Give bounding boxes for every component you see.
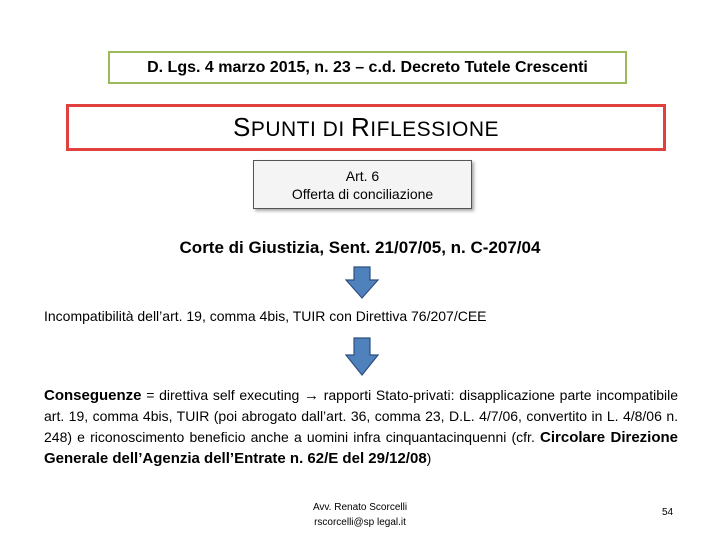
consequences-text-2: rapporti Stato-privati: disapplicazione parte incompatibile art. 19, comma 4bis, TUIR (poi abrogato dall’art. 36, comma 23, D.L. 4/7/06, convertito in L. 4/8/06 n. 248) e riconoscimento beneficio anche a uomini infra cinquantacinquenni (cfr. [44,387,678,445]
title-cap-1: S [233,112,251,142]
consequences-label: Conseguenze [44,387,142,404]
slide-title-box [66,104,666,151]
title-cap-2: R [351,112,371,142]
footer-author [290,500,430,530]
right-arrow-icon: → [304,387,320,404]
law-header-box [108,51,627,84]
down-arrow-icon [345,337,379,377]
article-number: Art. 6 [345,167,380,184]
article-title: Offerta di conciliazione [291,185,434,202]
page-number: 54 [662,507,674,518]
title-rest-2: IFLESSIONE [370,118,499,141]
author-name: Avv. Renato Scorcelli [312,502,408,513]
law-header-text: D. Lgs. 4 marzo 2015, n. 23 – c.d. Decreto Tutele Crescenti [147,58,588,76]
court-ruling: Corte di Giustizia, Sent. 21/07/05, n. C-207/04 [179,238,541,257]
down-arrow-icon [345,266,379,300]
slide-title [233,112,499,143]
article-box [253,160,472,209]
incompatibility-text: Incompatibilità dell’art. 19, comma 4bis, TUIR con Direttiva 76/207/CEE [44,308,487,324]
title-rest-1: PUNTI DI [250,118,352,141]
consequences-paragraph [44,385,678,469]
circular-reference: Circolare Direzione Generale dell’Agenzia dell’Entrate n. 62/E del 29/12/08 [44,429,679,467]
consequences-close: ) [426,450,432,466]
author-email: rscorcelli@sp legal.it [314,517,406,528]
consequences-text-1: = direttiva self executing [141,387,305,403]
